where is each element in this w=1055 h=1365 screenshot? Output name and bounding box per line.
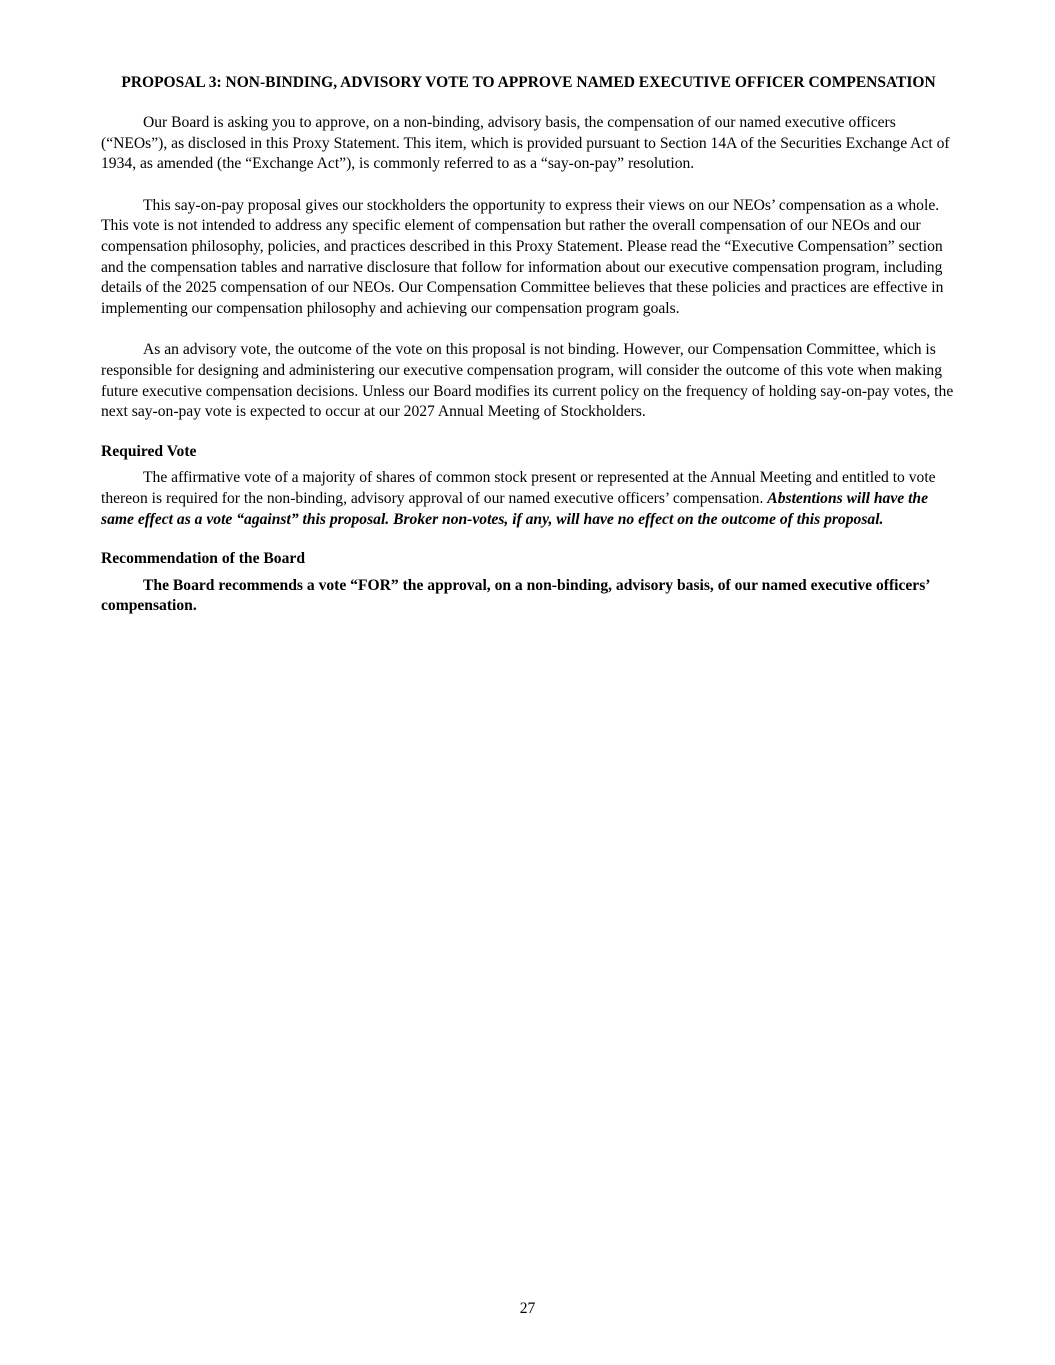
recommendation-text: The Board recommends a vote “FOR” the approval, on a non-binding, advisory basis, of our named executive officers’ compensation.	[101, 576, 930, 615]
page-number: 27	[519, 1300, 536, 1317]
required-vote-heading: Required Vote	[101, 442, 197, 460]
document-page	[101, 72, 956, 617]
required-vote-emphasis: Abstentions will have the same effect as a vote “against” this proposal. Broker non-votes, if any, will have no effect on the outcome of this proposal.	[101, 489, 929, 528]
proposal-title: PROPOSAL 3: NON-BINDING, ADVISORY VOTE TO APPROVE NAMED EXECUTIVE OFFICER COMPENSATION	[121, 74, 936, 91]
required-vote-paragraph	[101, 468, 956, 530]
paragraph-advisory-outcome: As an advisory vote, the outcome of the vote on this proposal is not binding. However, our Compensation Committee, which is responsible for designing and administering our executive compensation program, will consider the outcome of this vote when making future executive compensation decisions. Unless our Board modifies its current policy on the frequency of holding say-on-pay votes, the next say-on-pay vote is expected to occur at our 2027 Annual Meeting of Stockholders.	[101, 341, 954, 421]
paragraph-say-on-pay-purpose: This say-on-pay proposal gives our stockholders the opportunity to express their views on our NEOs’ compensation as a whole. This vote is not intended to address any specific element of compensation but rather the overall compensation of our NEOs and our compensation philosophy, policies, and practices described in this Proxy Statement. Please read the “Executive Compensation” section and the compensation tables and narrative disclosure that follow for information about our executive compensation program, including details of the 2025 compensation of our NEOs. Our Compensation Committee believes that these policies and practices are effective in implementing our compensation philosophy and achieving our compensation program goals.	[101, 196, 944, 317]
required-vote-text: The affirmative vote of a majority of shares of common stock present or represented at the Annual Meeting and entitled to vote thereon is required for the non-binding, advisory approval of our named executive officers’ compensation.	[101, 469, 936, 507]
recommendation-heading: Recommendation of the Board	[101, 550, 305, 568]
paragraph-say-on-pay-intro: Our Board is asking you to approve, on a non-binding, advisory basis, the compensation of our named executive officers (“NEOs”), as disclosed in this Proxy Statement. This item, which is provided pursuant to Section 14A of the Securities Exchange Act of 1934, as amended (the “Exchange Act”), is commonly referred to as a “say-on-pay” resolution.	[101, 114, 950, 173]
